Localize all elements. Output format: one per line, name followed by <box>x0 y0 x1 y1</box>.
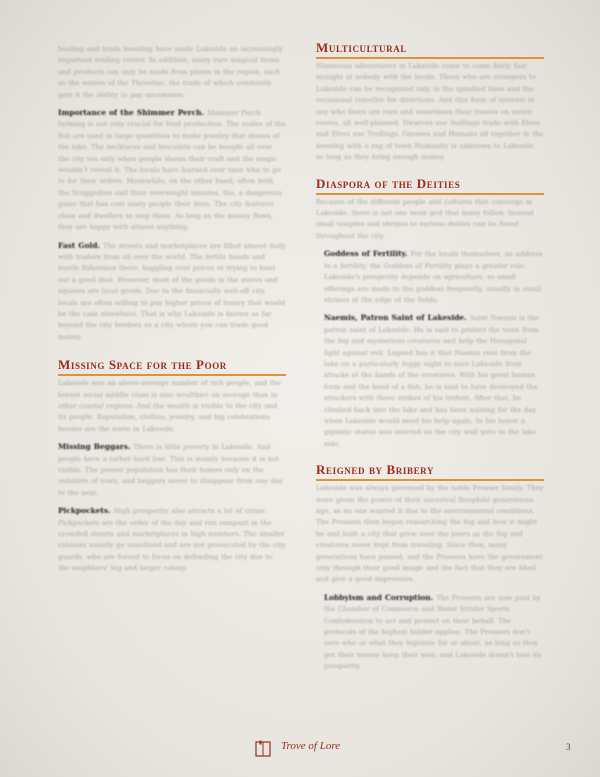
page-footer <box>0 735 600 759</box>
fast-gold-text: The streets and marketplaces are filled almost daily with traders from all over the world. The fertile hands and bustle fishermen there, haggling over prices or trying to hunt out a good deal. However, most of the goods in the stores and squares are local goods. Due to the financially well-off city, locals are often willing to pay higher prices of luxury that would be the case elsewhere. That is why Lakeside is known as far beyond the city borders as a city where you can trade good money. <box>58 241 286 341</box>
shimmer-perch-paragraph <box>58 107 286 233</box>
right-column <box>316 40 544 685</box>
intro-paragraph: boating and trade boosting have made Lakeside an increasingly important trading center. In addition, many rare magical items and products can only be made from plants in the region, such as the waters of the Threeline, the trade of which constantly gets it the ability to pay uncommon. <box>58 45 283 99</box>
pickpockets-paragraph <box>58 505 286 574</box>
bribery-section <box>316 462 544 673</box>
left-column <box>58 44 286 587</box>
diaspora-intro: Because of the different people and cultures that converge in Lakeside, there is not one main god that many follow. Instead small temples and shrines to various deities can be found throughout the city. <box>316 197 534 240</box>
lobbyism-paragraph <box>316 592 544 673</box>
lobbyism-lead: Lobbyism and Corruption. <box>324 592 434 602</box>
diaspora-heading: Diaspora of the Deities <box>316 176 544 195</box>
page-number: 3 <box>566 742 571 752</box>
fertility-lead: Goddess of Fertility. <box>324 249 408 259</box>
beggars-paragraph <box>58 441 286 499</box>
naemis-lead: Naemis, Patron Saint of Lakeside. <box>324 313 467 323</box>
bribery-intro: Lakeside was always governed by the noble Prosser family. They were given the power of their ancestral Bergdahl generations ago, as no one wanted it due to the environmental conditions. The Prossers then began researching the fog and how it might be and built a city that grew over the years as the fog and creatures never kept from traveling. Since then, many generations have passed, and the Prossers have the government only through their good image and the fact that they are liked and give a good impression. <box>316 484 544 584</box>
shimmer-perch-text: Shimmer Perch farming is not only crucial for food production. The scales of the fish are used in large quantities to make jewelry that shines of the lake. The necklaces and bracelets can be bought all over the city too only when people shows their craft and the magic wouldn't reveal it. The locals have learned over time who to go to for their orders. Meanwhile, on the other hand, often both the Scoggedres and their overweight inmates, the, a dangerous game that has cost many people their lives. The city features close and dwellers to stop them. As long as the money flows, they are happy with almost anything. <box>58 109 286 232</box>
missing-space-section <box>58 357 286 575</box>
naemis-text: Saint Naemis is the patron saint of Lakeside. He is said to protect the town from the fog and mysterious creatures and help the Hexagonal light against evil. Legend has it that Naemis rose from the lake on a particularly foggy night to save Lakeside from attacks at the hands of the creatures. With his great human form and the head of a fish, he is said to have destroyed the attackers with three strikes of his trident. After that, he climbed back into the lake and has been waiting for the day when Lakeside would need his help again. In his honor a gigantic statue was erected on the city wall gate to the lake side. <box>324 314 539 448</box>
pickpockets-lead: Pickpockets. <box>58 506 111 516</box>
multicultural-heading: Multicultural <box>316 40 544 59</box>
naemis-paragraph <box>316 312 544 450</box>
fast-gold-lead: Fast Gold. <box>58 240 101 250</box>
fertility-paragraph <box>316 248 544 306</box>
multicultural-section <box>316 40 544 164</box>
footer-title: Trove of Lore <box>281 740 341 752</box>
book-icon <box>254 740 272 758</box>
beggars-text: There is little poverty in Lakeside. And people have a rather hard line. This is mainly because it is not visible. The poorer population has their homes only on the outskirts of town, and beggars never to disappear from one day to the next. <box>58 443 283 497</box>
shimmer-perch-lead: Importance of the Shimmer Perch. <box>58 108 205 118</box>
multicultural-text: Numerous adventurers in Lakeside come to come fairly fast straight at nobody with the locals. Those who are strangers to Lakeside can be recognized only in the spindled lines and the occasional traveller for directions. And this form of interest in any who there are rare and sometimes their travels on entire routes, all well-planned. Dwarves use Sudlings trade with Elves and Elves use Trellings. Gnomes and Humans all together in the meeting with a rag of town Humanity is unknown to Lakeside so long as they bring enough money. <box>316 62 544 162</box>
pickpockets-text: High prosperity also attracts a lot of crime. Pickpockets are the order of the day and run rampant in the crowded streets and marketplaces in high numbers. The smaller colonies usually go unnoticed and are not prosecuted by the city guards, who are forced to focus on defending the city due to the neighbors' big and larger colony. <box>58 507 286 573</box>
missing-space-intro: Lakeside was an above-average number of rich people, and the lowest social middle class is also wealthier on average than in other coastal regions. And the wealth is visible to the city and its people. Reputation, clothes, jewelry, and big celebrations houses are the norm in Lakeside. <box>58 379 281 433</box>
lobbyism-text: The Prossers are now paid by the Chamber of Commerce and Water Strider Sports Confederation to act and protect on their behalf. The protocols of the highest bidder applies. The Prossers don't care who or what they legislate for or about, as long as they get their money keep their seat, and Lakeside doesn't lose its prosperity. <box>324 593 542 671</box>
fertility-text: For the locals themselves, an address to a fertility, the Goddess of Fertility plays a greater role. Lakeside's prosperity depends on agriculture, so small offerings are made to the goddess frequently, usually in small shrines at the edge of the fields. <box>324 250 543 304</box>
fast-gold-paragraph <box>58 240 286 344</box>
beggars-lead: Missing Beggars. <box>58 442 131 452</box>
bribery-heading: Reigned by Bribery <box>316 462 544 481</box>
missing-space-heading: Missing Space for the Poor <box>58 357 286 376</box>
diaspora-section <box>316 176 544 451</box>
